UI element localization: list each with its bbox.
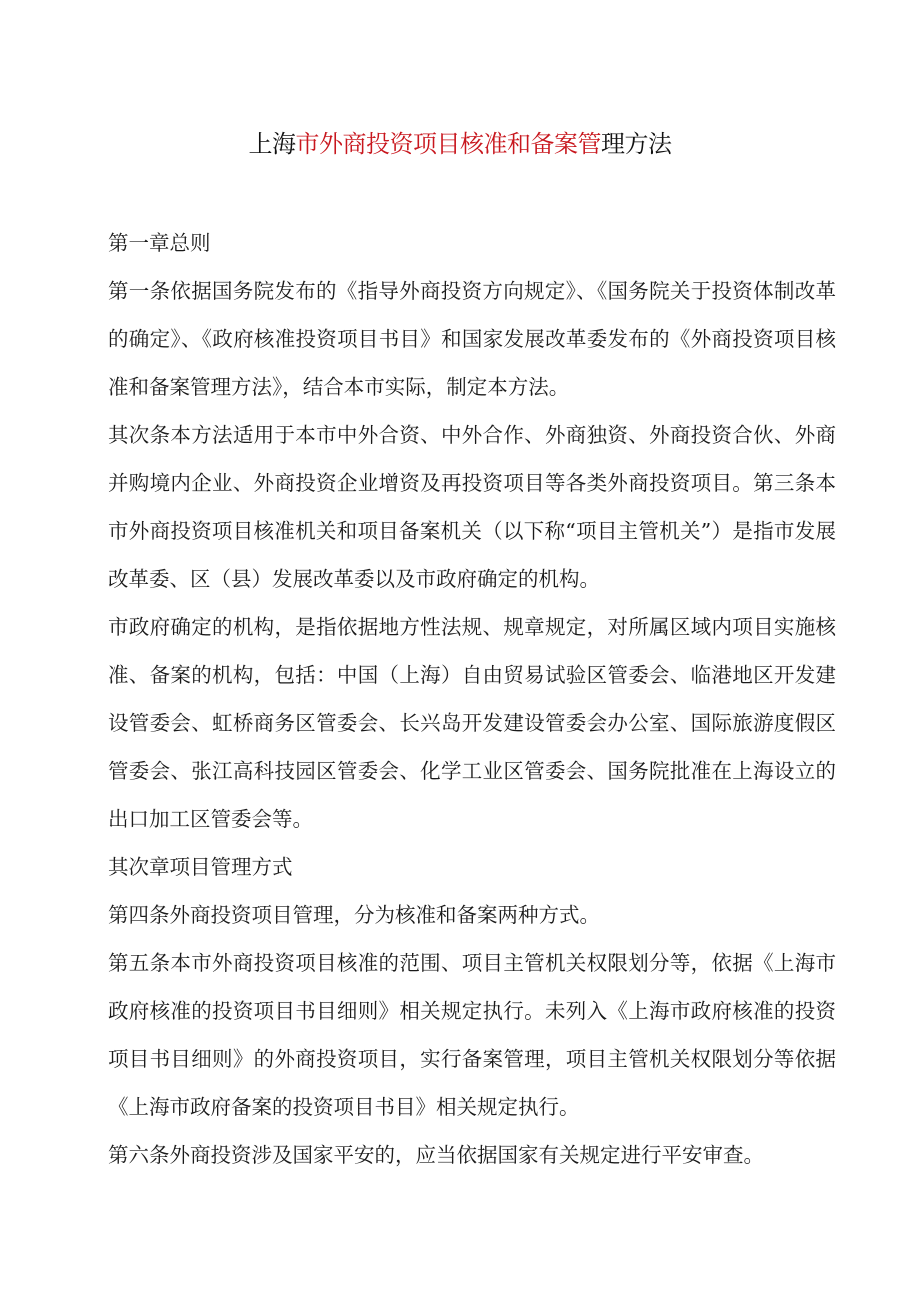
- article-1: 第一条依据国务院发布的《指导外商投资方向规定》、《国务院关于投资体制改革的确定》、《政府核准投资项目书目》和国家发展改革委发布的《外商投资项目核准和备案管理方法》，结合本市实际，制定本方法。: [108, 279, 836, 399]
- chapter-2-heading: 其次章项目管理方式: [108, 855, 293, 879]
- document-title: [0, 128, 920, 160]
- title-highlight: 市外商投资项目核准和备案管: [295, 130, 601, 158]
- article-4: 第四条外商投资项目管理，分为核准和备案两种方式。: [108, 903, 600, 927]
- article-6: 第六条外商投资涉及国家平安的，应当依据国家有关规定进行平安审查。: [108, 1143, 764, 1167]
- document-body: [108, 219, 836, 1179]
- title-prefix: 上海: [248, 130, 296, 158]
- article-5: 第五条本市外商投资项目核准的范围、项目主管机关权限划分等，依据《上海市政府核准的投资项目书目细则》相关规定执行。未列入《上海市政府核准的投资项目书目细则》的外商投资项目，实行备案管理，项目主管机关权限划分等依据《上海市政府备案的投资项目书目》相关规定执行。: [108, 951, 836, 1119]
- chapter-1-heading: 第一章总则: [108, 231, 211, 255]
- article-2-3: 其次条本方法适用于本市中外合资、中外合作、外商独资、外商投资合伙、外商并购境内企业、外商投资企业增资及再投资项目等各类外商投资项目。第三条本市外商投资项目核准机关和项目备案机关（以下称“项目主管机关”）是指市发展改革委、区（县）发展改革委以及市政府确定的机构。: [108, 423, 836, 591]
- gov-institutions-paragraph: 市政府确定的机构，是指依据地方性法规、规章规定，对所属区域内项目实施核准、备案的机构，包括：中国（上海）自由贸易试验区管委会、临港地区开发建设管委会、虹桥商务区管委会、长兴岛开发建设管委会办公室、国际旅游度假区管委会、张江高科技园区管委会、化学工业区管委会、国务院批准在上海设立的出口加工区管委会等。: [108, 615, 836, 831]
- title-suffix: 理方法: [601, 130, 672, 158]
